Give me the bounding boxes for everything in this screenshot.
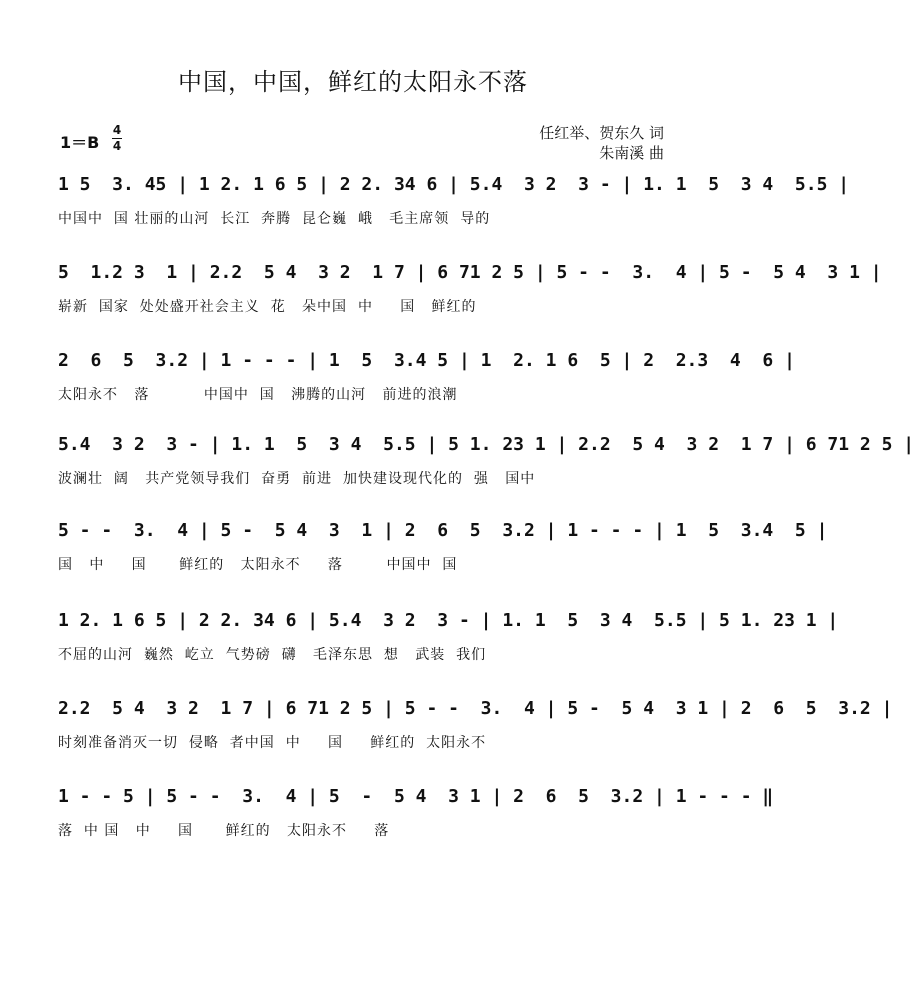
score-system-3 bbox=[58, 350, 795, 420]
meter-bottom: 4 bbox=[112, 139, 122, 153]
key-signature: 1＝B bbox=[60, 133, 100, 152]
lyric-line: 不屈的山河 巍然 屹立 气势磅 礴 毛泽东思 想 武装 我们 bbox=[58, 647, 487, 663]
lyricist-credit: 任红举、贺东久 词 bbox=[539, 124, 664, 142]
composer-credit: 朱南溪 曲 bbox=[599, 144, 664, 162]
score-system-7 bbox=[58, 698, 893, 768]
score-system-2 bbox=[58, 262, 882, 332]
notation-line: 1 - - 5 | 5 - - 3. 4 | 5 - 5 4 3 1 | 2 6 5 3.2 | 1 - - - ‖ bbox=[58, 786, 774, 807]
lyric-line: 崭新 国家 处处盛开社会主义 花 朵中国 中 国 鲜红的 bbox=[58, 299, 477, 315]
notation-line: 5.4 3 2 3 - | 1. 1 5 3 4 5.5 | 5 1. 23 1 | 2.2 5 4 3 2 1 7 | 6 71 2 5 | bbox=[58, 434, 914, 455]
score-system-8 bbox=[58, 786, 774, 856]
lyric-line: 太阳永不 落 中国中 国 沸腾的山河 前进的浪潮 bbox=[58, 387, 458, 403]
lyric-line: 中国中 国 壮丽的山河 长江 奔腾 昆仑巍 峨 毛主席领 导的 bbox=[58, 211, 491, 227]
score-system-6 bbox=[58, 610, 839, 680]
score-system-1 bbox=[58, 174, 850, 244]
time-signature bbox=[112, 124, 122, 153]
notation-line: 1 2. 1 6 5 | 2 2. 34 6 | 5.4 3 2 3 - | 1. 1 5 3 4 5.5 | 5 1. 23 1 | bbox=[58, 610, 839, 631]
notation-line: 5 - - 3. 4 | 5 - 5 4 3 1 | 2 6 5 3.2 | 1 - - - | 1 5 3.4 5 | bbox=[58, 520, 828, 541]
lyric-line: 落 中 国 中 国 鲜红的 太阳永不 落 bbox=[58, 823, 390, 839]
score-system-5 bbox=[58, 520, 828, 590]
score-system-4 bbox=[58, 434, 914, 504]
notation-line: 2.2 5 4 3 2 1 7 | 6 71 2 5 | 5 - - 3. 4 | 5 - 5 4 3 1 | 2 6 5 3.2 | bbox=[58, 698, 893, 719]
notation-line: 1 5 3. 45 | 1 2. 1 6 5 | 2 2. 34 6 | 5.4 3 2 3 - | 1. 1 5 3 4 5.5 | bbox=[58, 174, 850, 195]
notation-line: 2 6 5 3.2 | 1 - - - | 1 5 3.4 5 | 1 2. 1 6 5 | 2 2.3 4 6 | bbox=[58, 350, 795, 371]
lyric-line: 国 中 国 鲜红的 太阳永不 落 中国中 国 bbox=[58, 557, 458, 573]
notation-line: 5 1.2 3 1 | 2.2 5 4 3 2 1 7 | 6 71 2 5 | 5 - - 3. 4 | 5 - 5 4 3 1 | bbox=[58, 262, 882, 283]
meter-top: 4 bbox=[112, 123, 122, 137]
lyric-line: 时刻准备消灭一切 侵略 者中国 中 国 鲜红的 太阳永不 bbox=[58, 735, 487, 751]
lyric-line: 波澜壮 阔 共产党领导我们 奋勇 前进 加快建设现代化的 强 国中 bbox=[58, 471, 536, 487]
song-title: 中国，中国，鲜红的太阳永不落 bbox=[178, 68, 528, 96]
